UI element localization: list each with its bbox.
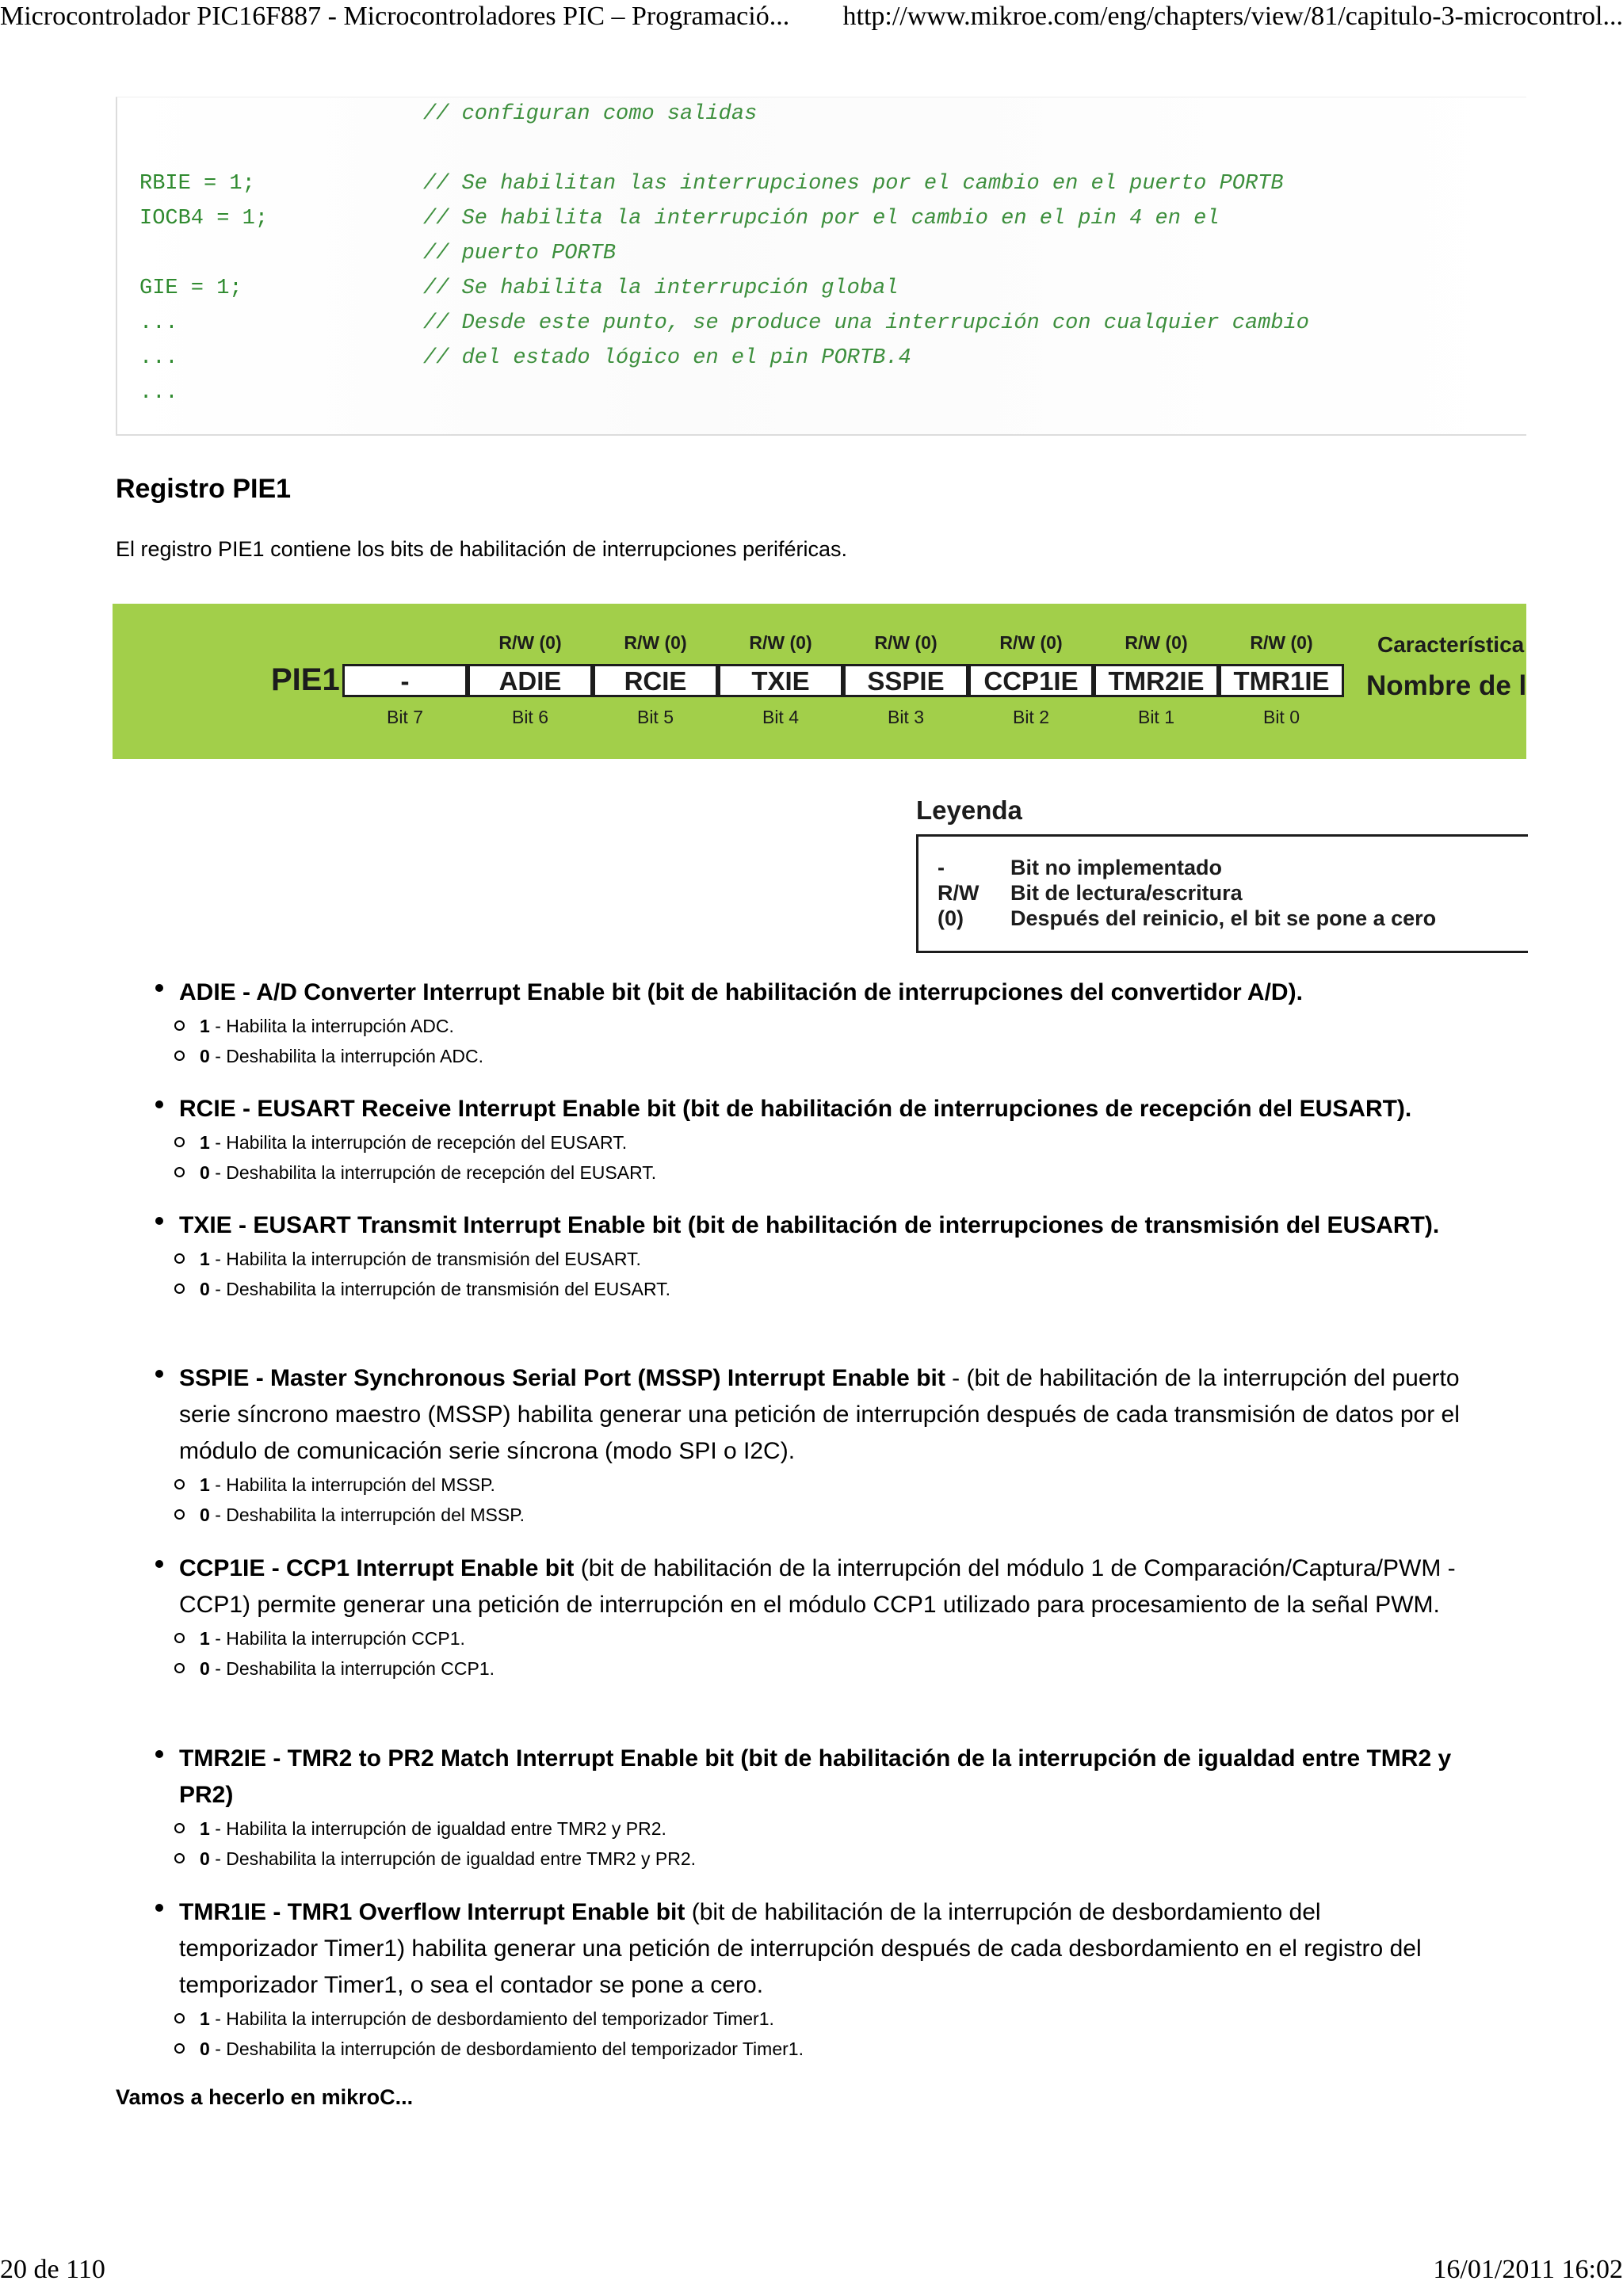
code-comment: // puerto PORTB [423, 242, 617, 265]
bit-description-item [179, 1550, 1463, 1684]
value-description: - Deshabilita la interrupción de desbordamiento del temporizador Timer1. [215, 2039, 804, 2059]
register-bit-cell: TXIE [718, 664, 843, 697]
code-statement: GIE = 1; [139, 277, 242, 300]
value-label: 0 [200, 1505, 210, 1525]
legend-box [916, 834, 1528, 953]
code-statement: ... [139, 346, 178, 370]
value-label: 0 [200, 1848, 210, 1869]
circle-bullet-icon [174, 1823, 185, 1833]
print-footer [0, 2255, 1623, 2293]
circle-bullet-icon [174, 2013, 185, 2023]
bit-name-label: Nombre de l [1366, 670, 1526, 701]
circle-bullet-icon [174, 1663, 185, 1673]
value-label: 1 [200, 1474, 210, 1495]
value-description: - Habilita la interrupción ADC. [215, 1016, 454, 1036]
bit-value-zero [200, 1041, 1463, 1071]
code-line [139, 381, 423, 413]
bit-name-heading: TMR1IE - TMR1 Overflow Interrupt Enable bit [179, 1899, 685, 1925]
code-line [139, 346, 911, 378]
bit-description-title [179, 974, 1463, 1011]
bit-description-title [179, 1207, 1463, 1244]
code-line [139, 311, 1309, 343]
page-number: 20 de 110 [0, 2255, 105, 2284]
value-label: 1 [200, 1132, 210, 1153]
legend-symbol: (0) [938, 906, 964, 930]
circle-bullet-icon [174, 1853, 185, 1863]
register-bit-cell: TMR2IE [1094, 664, 1219, 697]
legend-row [938, 881, 1243, 906]
print-datetime: 16/01/2011 16:02 [1433, 2255, 1623, 2284]
bit-description-item [179, 974, 1463, 1071]
value-label: 0 [200, 1046, 210, 1066]
value-description: - Habilita la interrupción CCP1. [215, 1628, 465, 1649]
bit-access-label: R/W (0) [999, 632, 1063, 653]
value-label: 1 [200, 2008, 210, 2029]
value-label: 1 [200, 1818, 210, 1839]
bit-description-item [179, 1091, 1463, 1188]
register-diagram [113, 604, 1526, 759]
bit-name-heading: ADIE - A/D Converter Interrupt Enable bit (bit de habilitación de interrupciones del convertidor A/D). [179, 979, 1303, 1005]
bit-position-label: Bit 4 [762, 707, 800, 727]
code-statement: RBIE = 1; [139, 172, 255, 196]
circle-bullet-icon [174, 1479, 185, 1489]
code-block [116, 97, 1526, 436]
value-description: - Habilita la interrupción de transmisión del EUSART. [215, 1249, 641, 1269]
bit-description-title [179, 1360, 1463, 1470]
circle-bullet-icon [174, 1509, 185, 1520]
legend-text: Bit de lectura/escritura [1010, 881, 1243, 905]
circle-bullet-icon [174, 1051, 185, 1061]
bit-position-label: Bit 2 [1012, 707, 1050, 727]
print-header-url: http://www.mikroe.com/eng/chapters/view/81/capitulo-3-microcontrol... [842, 2, 1623, 31]
bullet-icon [155, 984, 163, 992]
register-bit-cell: TMR1IE [1219, 664, 1344, 697]
legend-text: Bit no implementado [1010, 856, 1223, 879]
bit-value-one [200, 1470, 1463, 1500]
bullet-icon [155, 1370, 163, 1378]
characteristics-label: Característica [1377, 632, 1525, 657]
bit-value-zero [200, 1500, 1463, 1530]
value-description: - Deshabilita la interrupción de transmisión del EUSART. [215, 1279, 671, 1299]
bit-value-one [200, 1623, 1463, 1653]
circle-bullet-icon [174, 2043, 185, 2054]
value-description: - Habilita la interrupción de desbordamiento del temporizador Timer1. [215, 2008, 774, 2029]
code-comment: // Se habilitan las interrupciones por el cambio en el puerto PORTB [423, 172, 1284, 196]
legend-symbol: - [938, 856, 945, 879]
circle-bullet-icon [174, 1283, 185, 1294]
value-label: 0 [200, 1162, 210, 1183]
circle-bullet-icon [174, 1167, 185, 1177]
bit-name-heading: SSPIE - Master Synchronous Serial Port (MSSP) Interrupt Enable bit [179, 1365, 945, 1391]
bit-value-one [200, 1244, 1463, 1274]
print-header-title: Microcontrolador PIC16F887 - Microcontroladores PIC – Programació... [0, 2, 790, 31]
register-bit-cell: CCP1IE [968, 664, 1094, 697]
value-description: - Deshabilita la interrupción del MSSP. [215, 1505, 525, 1525]
value-description: - Deshabilita la interrupción ADC. [215, 1046, 483, 1066]
bit-description-text: (bit de habilitación de la interrupción del módulo 1 de Comparación/Captura/PWM - CCP1) permite generar una petición de interrupción en el módulo CCP1 utilizado para procesamiento de la señal PWM. [179, 1555, 1456, 1618]
legend-text: Después del reinicio, el bit se pone a cero [1010, 906, 1437, 930]
bit-name-heading: TXIE - EUSART Transmit Interrupt Enable bit (bit de habilitación de interrupciones de transmisión del EUSART). [179, 1212, 1440, 1238]
legend-row [938, 856, 1222, 880]
register-bit-cell: - [342, 664, 468, 697]
circle-bullet-icon [174, 1137, 185, 1147]
bit-position-label: Bit 1 [1137, 707, 1175, 727]
section-title: Registro PIE1 [116, 474, 292, 504]
code-line [139, 207, 1220, 238]
register-bit-cell: SSPIE [843, 664, 968, 697]
value-description: - Deshabilita la interrupción de recepción del EUSART. [215, 1162, 657, 1183]
bit-value-zero [200, 1653, 1463, 1684]
bit-position-label: Bit 5 [636, 707, 674, 727]
value-description: - Deshabilita la interrupción de igualdad entre TMR2 y PR2. [215, 1848, 697, 1869]
legend-title: Leyenda [916, 795, 1022, 825]
value-description: - Habilita la interrupción de igualdad entre TMR2 y PR2. [215, 1818, 666, 1839]
bit-description-text: - (bit de habilitación de la interrupción del puerto serie síncrono maestro (MSSP) habilita generar una petición de interrupción después de cada transmisión de datos por el módulo de comunicación serie síncrona (modo SPI o I2C). [179, 1365, 1460, 1464]
value-label: 0 [200, 2039, 210, 2059]
bit-description-title [179, 1091, 1463, 1127]
bit-position-label: Bit 6 [511, 707, 549, 727]
code-statement: ... [139, 381, 178, 405]
legend-row [938, 906, 1436, 931]
bit-position-label: Bit 7 [386, 707, 424, 727]
bit-access-label: R/W (0) [1250, 632, 1313, 653]
bit-value-one [200, 1814, 1463, 1844]
bullet-icon [155, 1560, 163, 1568]
bit-description-item [179, 1894, 1463, 2064]
bit-value-zero [200, 1158, 1463, 1188]
bullet-icon [155, 1750, 163, 1758]
value-label: 1 [200, 1016, 210, 1036]
bit-value-zero [200, 1844, 1463, 1874]
code-comment: // Se habilita la interrupción por el cambio en el pin 4 en el [423, 207, 1220, 231]
register-name: PIE1 [271, 662, 340, 697]
bit-position-label: Bit 3 [887, 707, 925, 727]
bit-value-one [200, 2004, 1463, 2034]
bit-access-label: R/W (0) [1125, 632, 1188, 653]
value-description: - Deshabilita la interrupción CCP1. [215, 1658, 495, 1679]
code-line [139, 102, 757, 134]
code-statement: IOCB4 = 1; [139, 207, 269, 231]
value-description: - Habilita la interrupción del MSSP. [215, 1474, 495, 1495]
bit-description-item [179, 1741, 1463, 1874]
section-description: El registro PIE1 contiene los bits de habilitación de interrupciones periféricas. [116, 537, 847, 561]
bit-description-title [179, 1741, 1463, 1814]
bit-description-item [179, 1207, 1463, 1304]
bit-value-zero [200, 1274, 1463, 1304]
code-statement: ... [139, 311, 178, 335]
bit-description-title [179, 1894, 1463, 2004]
value-label: 1 [200, 1249, 210, 1269]
bit-name-heading: TMR2IE - TMR2 to PR2 Match Interrupt Enable bit (bit de habilitación de la interrupción de igualdad entre TMR2 y PR2) [179, 1745, 1452, 1808]
bullet-icon [155, 1217, 163, 1225]
code-line [139, 242, 616, 273]
code-comment: // del estado lógico en el pin PORTB.4 [423, 346, 911, 370]
bit-value-zero [200, 2034, 1463, 2064]
code-line [139, 137, 423, 169]
bit-name-heading: CCP1IE - CCP1 Interrupt Enable bit [179, 1555, 575, 1581]
circle-bullet-icon [174, 1253, 185, 1264]
bit-access-label: R/W (0) [498, 632, 562, 653]
bit-position-label: Bit 0 [1262, 707, 1300, 727]
closing-text: Vamos a hecerlo en mikroC... [116, 2085, 414, 2109]
value-label: 0 [200, 1658, 210, 1679]
bit-access-label: R/W (0) [749, 632, 812, 653]
value-label: 0 [200, 1279, 210, 1299]
code-line [139, 277, 899, 308]
value-description: - Habilita la interrupción de recepción del EUSART. [215, 1132, 628, 1153]
circle-bullet-icon [174, 1020, 185, 1031]
bit-access-label: R/W (0) [874, 632, 938, 653]
circle-bullet-icon [174, 1633, 185, 1643]
code-comment: // configuran como salidas [423, 102, 758, 126]
bit-value-one [200, 1127, 1463, 1158]
code-line [139, 172, 1284, 204]
bullet-icon [155, 1100, 163, 1108]
bit-description-title [179, 1550, 1463, 1623]
legend-symbol: R/W [938, 881, 980, 905]
bit-access-label: R/W (0) [624, 632, 687, 653]
register-bit-cell: ADIE [468, 664, 593, 697]
value-label: 1 [200, 1628, 210, 1649]
print-header [0, 2, 1623, 40]
bit-value-one [200, 1011, 1463, 1041]
code-comment: // Se habilita la interrupción global [423, 277, 899, 300]
bullet-icon [155, 1904, 163, 1912]
bit-description-item [179, 1360, 1463, 1530]
code-comment: // Desde este punto, se produce una interrupción con cualquier cambio [423, 311, 1309, 335]
bit-name-heading: RCIE - EUSART Receive Interrupt Enable bit (bit de habilitación de interrupciones de recepción del EUSART). [179, 1096, 1412, 1122]
bit-description-text: (bit de habilitación de la interrupción de desbordamiento del temporizador Timer1) habilita generar una petición de interrupción después de cada desbordamiento en el registro del temporizador Timer1, o sea el contador se pone a cero. [179, 1899, 1422, 1998]
register-bit-cell: RCIE [593, 664, 718, 697]
